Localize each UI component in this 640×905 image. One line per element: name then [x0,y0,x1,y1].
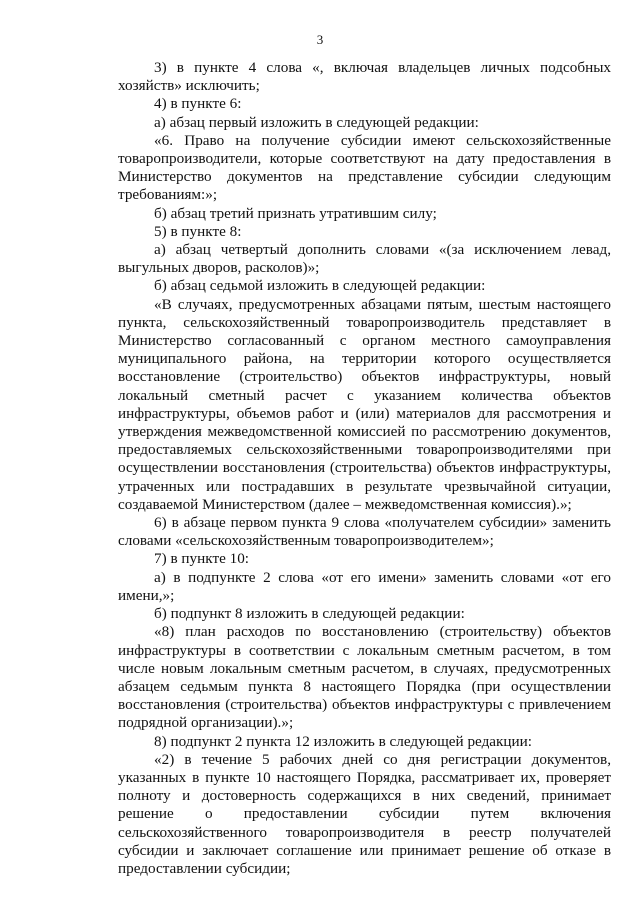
paragraph-9: «В случаях, предусмотренных абзацами пятым, шестым настоящего пункта, сельскохозяйственный товаропроизводитель представляет в Министерство согласованный с органом местного самоуправления муниципального района, на территории которого осуществляется восстановление (строительство) объектов инфраструктуры, новый локальный сметный расчет с указанием количества объектов инфраструктуры, объемов работ и (или) материалов для рассмотрения и утверждения межведомственной комиссией по рассмотрению документов, предоставляемых сельскохозяйственными товаропроизводителями при осуществлении восстановления (строительства) объектов инфраструктуры, утраченных или пострадавших в результате чрезвычайной ситуации, создаваемой Министерством (далее – межведомственная комиссия).»; [118,295,611,513]
paragraph-15: 8) подпункт 2 пункта 12 изложить в следующей редакции: [154,732,533,750]
paragraph-12: а) в подпункте 2 слова «от его имени» заменить словами «от его имени,»; [118,568,611,604]
paragraph-13: б) подпункт 8 изложить в следующей редакции: [154,605,465,623]
paragraph-10: 6) в абзаце первом пункта 9 слова «получателем субсидии» заменить словами «сельскохозяйственным товаропроизводителем»; [118,514,611,550]
paragraph-16: «2) в течение 5 рабочих дней со дня регистрации документов, указанных в пункте 10 настоящего Порядка, рассматривает их, проверяет полноту и достоверность содержащихся в них сведений, принимает решение о предоставлении субсидии путем включения сельскохозяйственного товаропроизводителя в реестр получателей субсидии и заключает соглашение или принимает решение об отказе в предоставлении субсидии; [118,750,611,877]
paragraph-5: б) абзац третий признать утратившим силу; [154,204,437,222]
paragraph-3: а) абзац первый изложить в следующей редакции: [154,113,479,131]
paragraph-6: 5) в пункте 8: [154,222,242,240]
paragraph-7: а) абзац четвертый дополнить словами «(за исключением левад, выгульных дворов, расколов)»; [118,241,611,277]
paragraph-11: 7) в пункте 10: [154,550,250,568]
paragraph-8: б) абзац седьмой изложить в следующей редакции: [154,277,486,295]
page-number: 3 [316,32,324,47]
paragraph-2: 4) в пункте 6: [154,95,242,113]
paragraph-4: «6. Право на получение субсидии имеют сельскохозяйственные товаропроизводители, которые соответствуют на дату предоставления в Министерство документов на представление субсидии следующим требованиям:»; [118,131,611,204]
document-body [118,59,611,878]
paragraph-14: «8) план расходов по восстановлению (строительству) объектов инфраструктуры в соответствии с локальным сметным расчетом, в том числе новым локальным сметным расчетом, в случаях, предусмотренных абзацем седьмым пункта 8 настоящего Порядка (при осуществлении восстановления (строительства) объектов инфраструктуры с привлечением подрядной организации).»; [118,623,611,732]
paragraph-1: 3) в пункте 4 слова «, включая владельцев личных подсобных хозяйств» исключить; [118,59,611,95]
